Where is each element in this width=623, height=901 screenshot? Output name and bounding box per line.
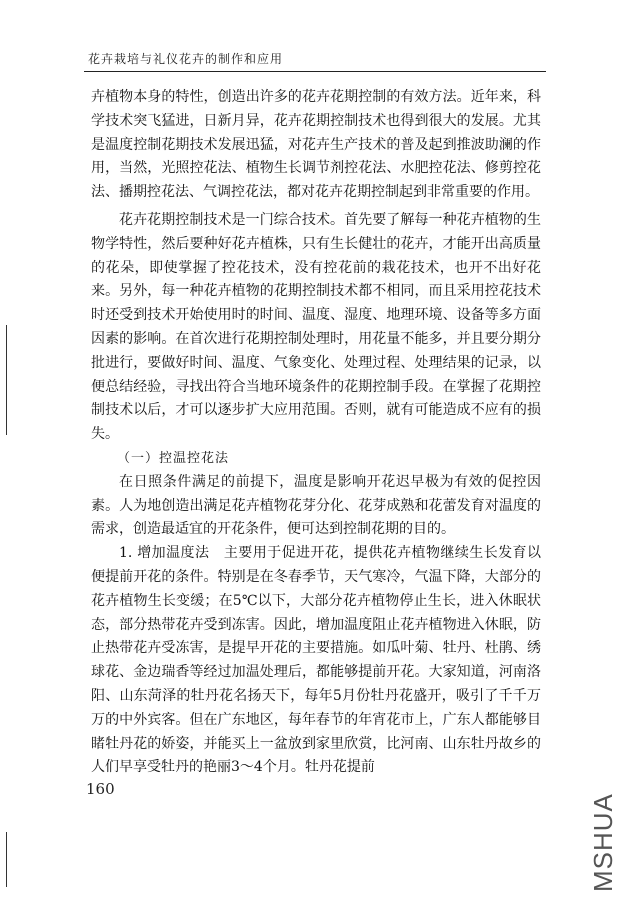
- paragraph-temperature-intro: 在日照条件满足的前提下，温度是影响开花迟早极为有效的促控因素。人为地创造出满足花卉植物花芽分化、花芽成熟和花蕾发育对温度的需求，创造最适宜的开花条件，便可达到控制花期的目的。: [91, 473, 541, 538]
- scan-edge-mark: [6, 832, 7, 887]
- paragraph-control-technique: 花卉花期控制技术是一门综合技术。首先要了解每一种花卉植物的生物学特性，然后要种好花卉植株，只有生长健壮的花卉，才能开出高质量的花朵，即使掌握了控花技术，没有控花前的栽花技术，也开不出好花来。另外，每一种花卉植物的花期控制技术都不相同，而且采用控花技术时还受到技术开始使用时的时间、温度、湿度、地理环境、设备等多方面因素的影响。在首次进行花期控制处理时，用花量不能多，并且要分期分批进行，要做好时间、温度、气象变化、处理过程、处理结果的记录，以便总结经验，寻找出符合当地环境条件的花期控制手段。在掌握了花期控制技术以后，才可以逐步扩大应用范围。否则，就有可能造成不应有的损失。: [91, 211, 541, 443]
- page-number: 160: [86, 780, 115, 798]
- paragraph-continued: 卉植物本身的特性，创造出许多的花卉花期控制的有效方法。近年来，科学技术突飞猛进，日新月异，花卉花期控制技术也得到很大的发展。尤其是温度控制花期技术发展迅猛，对花卉生产技术的普及起到推波助澜的作用，当然，光照控花法、植物生长调节剂控花法、水肥控花法、修剪控花法、播期控花法、气调控花法，都对花卉花期控制起到非常重要的作用。: [91, 89, 541, 201]
- page-body: [91, 86, 541, 780]
- paragraph-increase-temperature: 1. 增加温度法 主要用于促进开花，提供花卉植物继续生长发育以便提前开花的条件。特别是在冬春季节，天气寒冷，气温下降，大部分的花卉植物生长变缓；在5℃以下，大部分花卉植物停止生长，进入休眠状态，部分热带花卉受到冻害。因此，增加温度阻止花卉植物进入休眠，防止热带花卉受冻害，是提早开花的主要措施。如瓜叶菊、牡丹、杜鹃、绣球花、金边瑞香等经过加温处理后，都能够提前开花。大家知道，河南洛阳、山东菏泽的牡丹花名扬天下，每年5月份牡丹花盛开，吸引了千千万万的中外宾客。但在广东地区，每年春节的年宵花市上，广东人都能够目睹牡丹花的娇姿，并能买上一盆放到家里欣赏，比河南、山东牡丹故乡的人们早享受牡丹的艳丽3～4个月。牡丹花提前: [91, 545, 541, 776]
- watermark: MSHUA: [588, 793, 618, 892]
- running-header: 花卉栽培与礼仪花卉的制作和应用: [88, 52, 284, 66]
- header-rule: [84, 71, 546, 72]
- scan-edge-mark: [6, 325, 7, 435]
- section-heading: （一）控温控花法: [117, 450, 230, 466]
